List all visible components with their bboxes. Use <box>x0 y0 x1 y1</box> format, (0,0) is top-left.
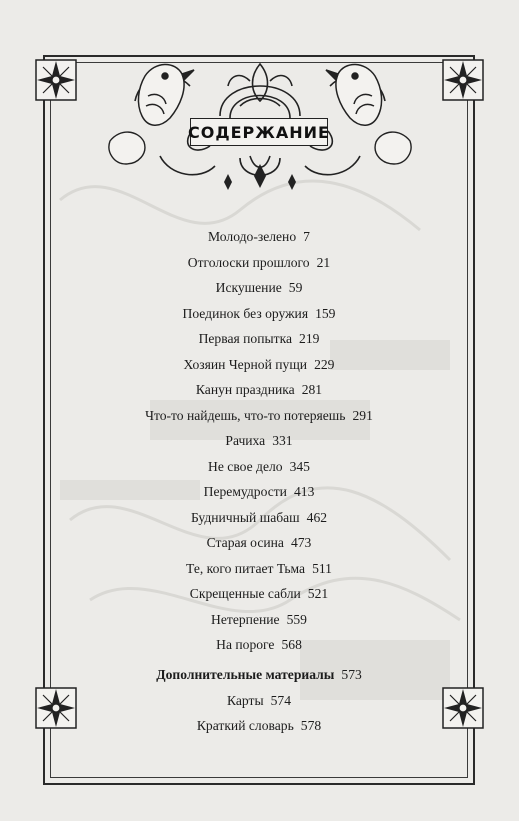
toc-entry-page: 345 <box>289 458 310 474</box>
toc-entry-page: 574 <box>270 692 291 708</box>
corner-ornament-icon <box>33 57 79 103</box>
toc-entry-title: Искушение <box>215 280 282 295</box>
toc-entry-page: 7 <box>303 229 310 244</box>
toc-entry[interactable] <box>52 479 466 505</box>
toc-entry-maps[interactable] <box>52 688 466 714</box>
toc-entry-title: Дополнительные материалы <box>156 667 335 682</box>
toc-entry[interactable] <box>52 326 466 352</box>
toc-entry-page: 219 <box>299 331 320 346</box>
toc-entry-page: 462 <box>306 509 328 525</box>
toc-entry[interactable] <box>52 224 466 250</box>
toc-entry[interactable] <box>52 581 466 607</box>
toc-entry-page: 159 <box>315 305 336 321</box>
toc-entry-page: 521 <box>307 586 329 601</box>
toc-entry-page: 473 <box>290 535 312 550</box>
toc-entry-page: 59 <box>288 280 303 295</box>
toc-entry[interactable] <box>52 301 466 327</box>
toc-entry-title: Старая осина <box>206 535 284 550</box>
corner-ornament-icon <box>440 57 486 103</box>
toc-entry-title: Что-то найдешь, что-то потеряешь <box>145 407 346 423</box>
toc-entry-title: Те, кого питает Тьма <box>186 560 306 576</box>
toc-entry-page: 568 <box>281 637 302 652</box>
toc-entry[interactable] <box>52 250 466 276</box>
toc-entry-title: Будничный шабаш <box>190 509 300 525</box>
toc-entry-page: 573 <box>341 667 362 682</box>
toc-entry-title: Хозяин Черной пущи <box>183 356 308 372</box>
toc-entry-title: Перемудрости <box>203 484 287 499</box>
toc-entry[interactable] <box>52 352 466 378</box>
toc-entry-page: 281 <box>301 382 323 397</box>
page-title: СОДЕРЖАНИЕ <box>188 122 330 142</box>
toc-entry[interactable] <box>52 632 466 658</box>
toc-entry[interactable] <box>52 505 466 531</box>
table-of-contents <box>52 224 466 658</box>
toc-entry-title: Нетерпение <box>211 611 280 627</box>
toc-entry[interactable] <box>52 530 466 556</box>
toc-entry-page: 511 <box>312 560 332 576</box>
toc-entry[interactable] <box>52 454 466 480</box>
toc-entry-title: Поединок без оружия <box>182 305 309 321</box>
toc-entry-title: Рачиха <box>225 433 266 448</box>
toc-entry-page: 559 <box>286 611 307 627</box>
heading-plate <box>190 118 328 146</box>
toc-entry-title: Не свое дело <box>208 458 283 474</box>
toc-entry-page: 331 <box>272 433 293 448</box>
toc-entry-supplementary[interactable] <box>52 662 466 688</box>
toc-entry-title: Краткий словарь <box>196 718 294 733</box>
toc-entry-title: Канун праздника <box>195 382 295 397</box>
toc-entry-title: Молодо-зелено <box>208 229 297 244</box>
toc-entry[interactable] <box>52 607 466 633</box>
toc-entry-title: Отголоски прошлого <box>187 254 310 270</box>
toc-entry-page: 578 <box>300 718 322 733</box>
toc-entry[interactable] <box>52 275 466 301</box>
toc-entry-page: 413 <box>293 484 315 499</box>
toc-entry-glossary[interactable] <box>52 713 466 739</box>
toc-entry[interactable] <box>52 377 466 403</box>
toc-entry[interactable] <box>52 428 466 454</box>
toc-entry-title: На пороге <box>216 637 275 652</box>
toc-entry[interactable] <box>52 556 466 582</box>
toc-entry-title: Скрещенные сабли <box>189 586 301 601</box>
toc-entry-title: Первая попытка <box>198 331 293 346</box>
toc-entry-page: 21 <box>316 254 331 270</box>
toc-entry-title: Карты <box>226 692 264 708</box>
supplementary-contents <box>52 662 466 739</box>
toc-entry-page: 291 <box>352 407 373 423</box>
toc-entry-page: 229 <box>314 356 335 372</box>
toc-entry[interactable] <box>52 403 466 429</box>
